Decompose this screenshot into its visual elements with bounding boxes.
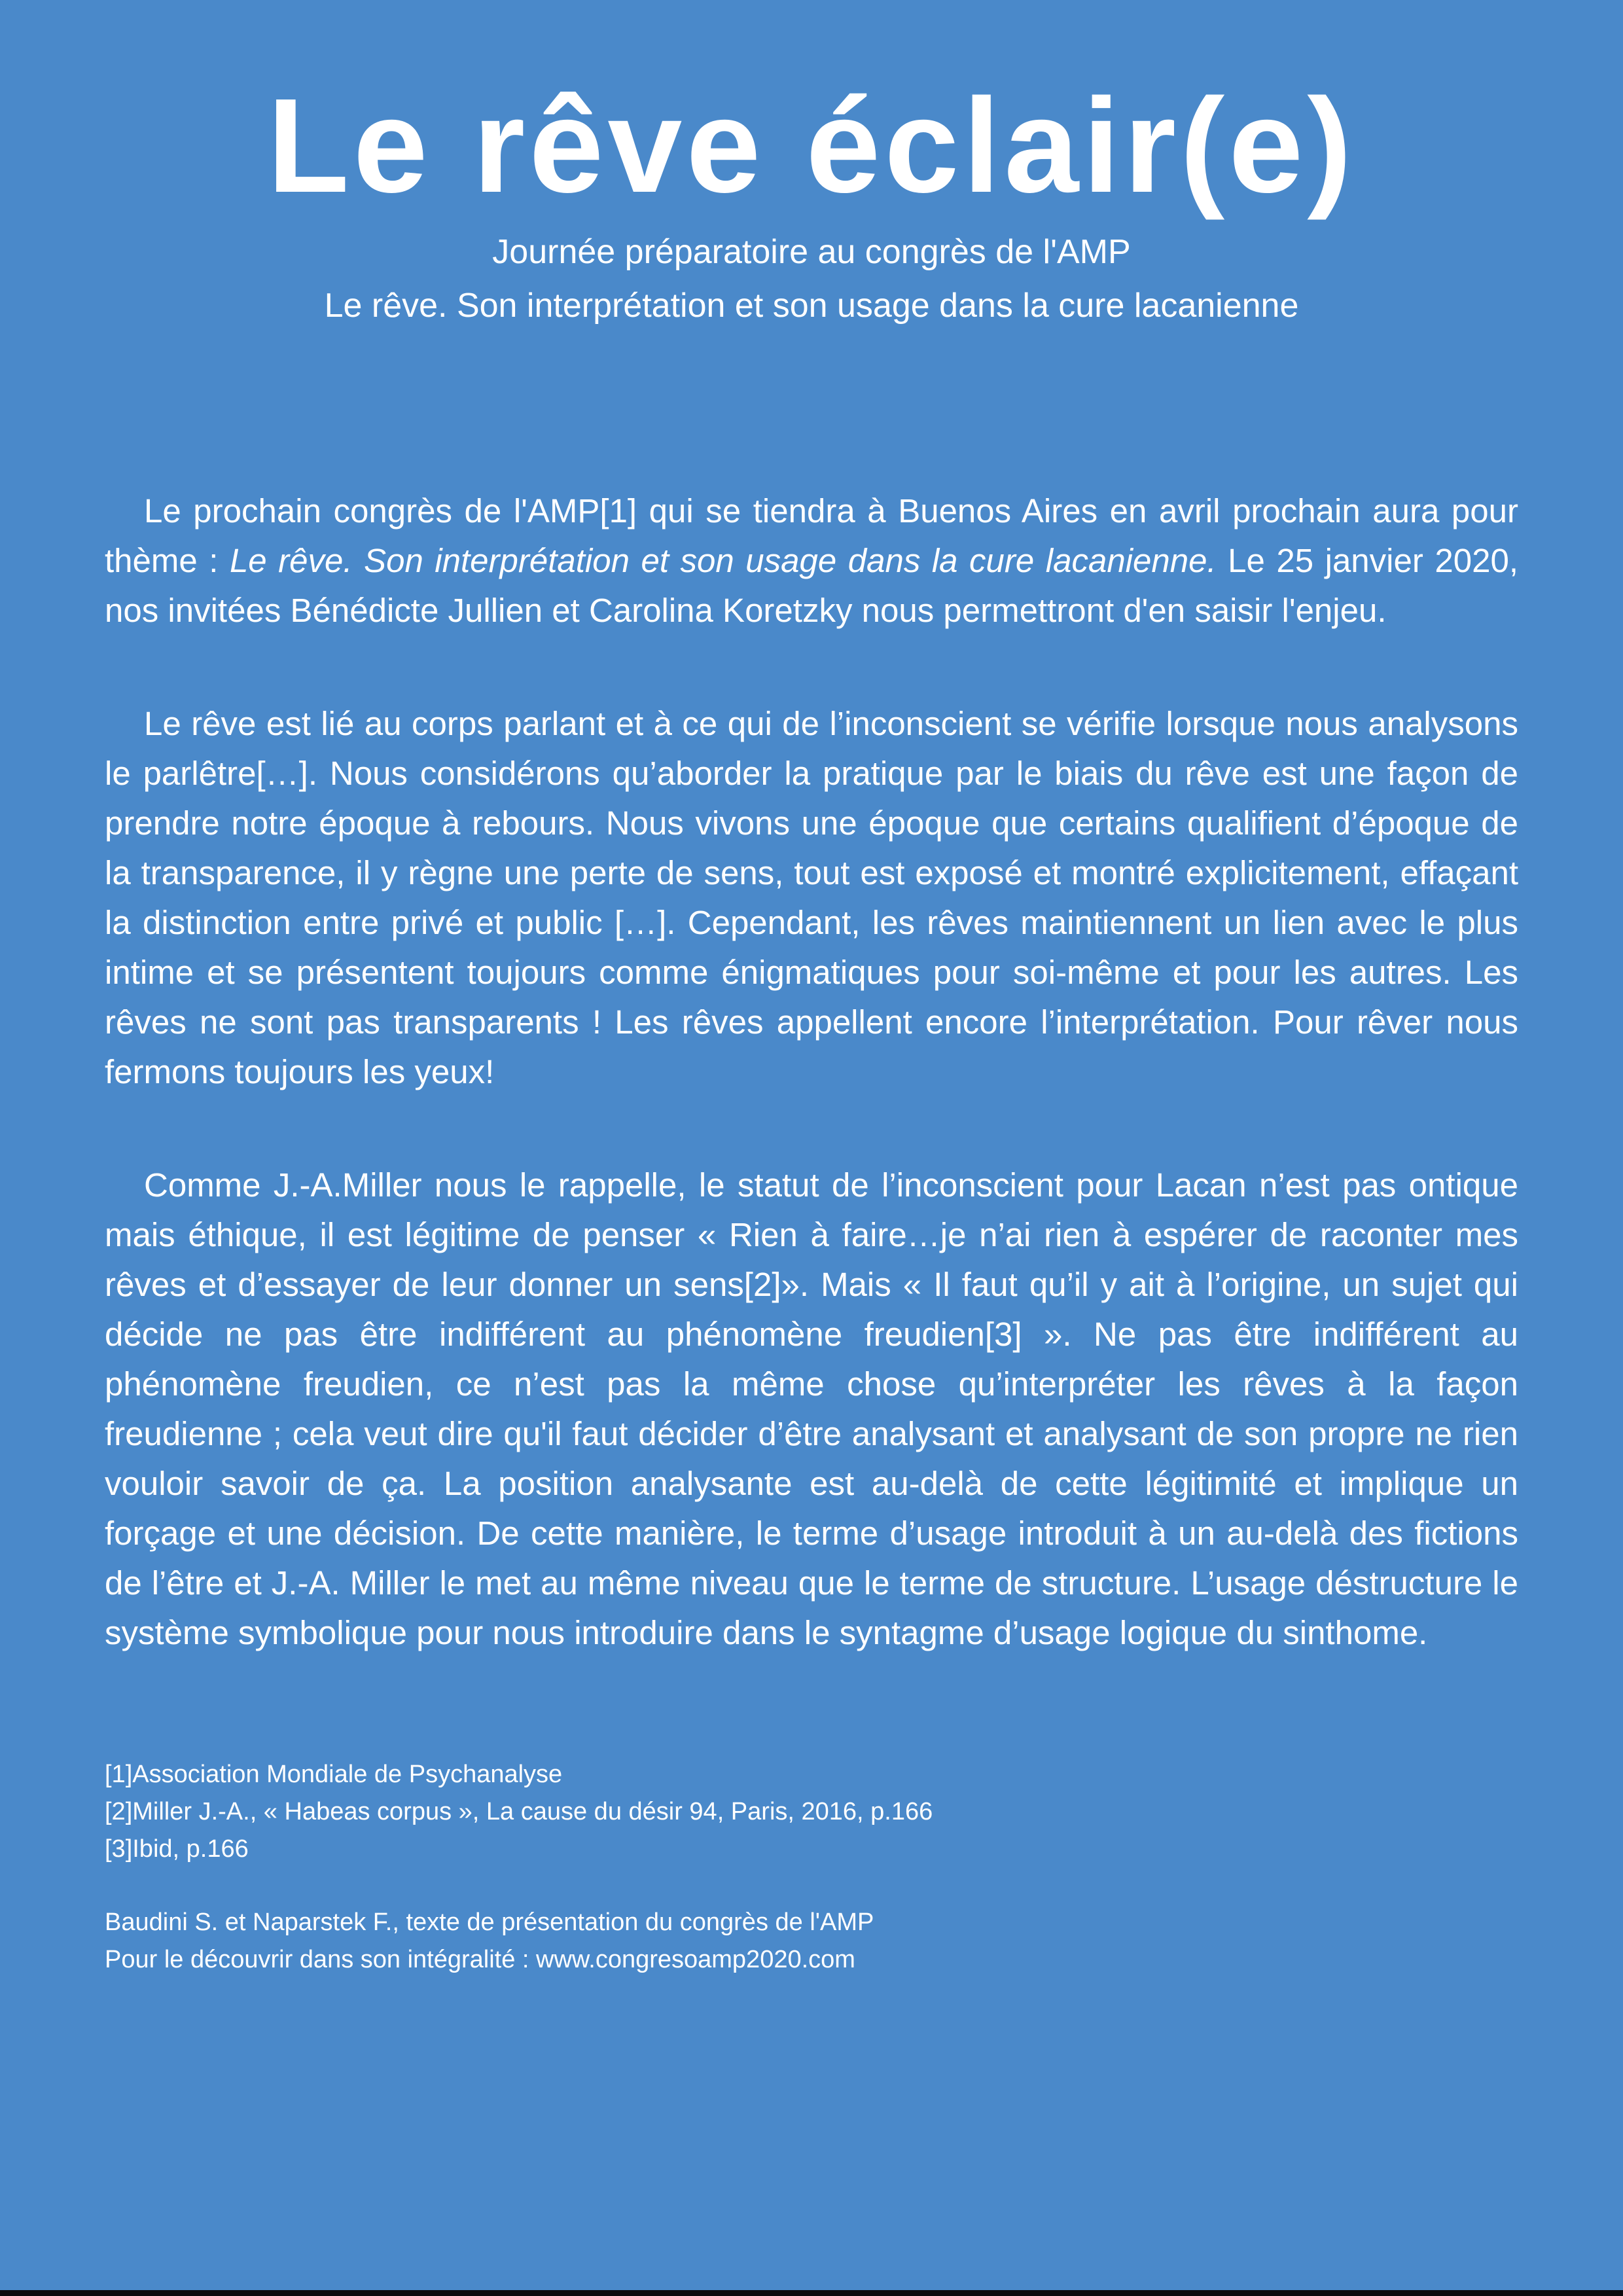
paragraph-2: Le rêve est lié au corps parlant et à ce qui de l’inconscient se vérifie lorsque nous analysons le parlêtre[…]. Nous considérons qu’aborder la pratique par le biais du rêve est une façon de prendre notre époque à rebours. Nous vivons une époque que certains qualifient d’époque de la transparence, il y règne une perte de sens, tout est exposé et montré explicitement, effaçant la distinction entre privé et public […]. Cependant, les rêves maintiennent un lien avec le plus intime et se présentent toujours comme énigmatiques pour soi-même et pour les autres. Les rêves ne sont pas transparents ! Les rêves appellent encore l’interprétation. Pour rêver nous fermons toujours les yeux! <box>105 704 1518 1090</box>
paragraph-1-post: Le 25 janvier 2020, nos invitées Bénédicte Jullien et Carolina Koretzky nous permettront d'en saisir l'enjeu. <box>105 541 1518 629</box>
credit-line-authors: Baudini S. et Naparstek F., texte de présentation du congrès de l'AMP <box>105 1908 874 1936</box>
paragraph-3: Comme J.-A.Miller nous le rappelle, le statut de l’inconscient pour Lacan n’est pas ontique mais éthique, il est légitime de penser « Rien à faire…je n’ai rien à espérer de raconter mes rêves et d’essayer de leur donner un sens[2]». Mais « Il faut qu’il y ait à l’origine, un sujet qui décide ne pas être indifférent au phénomène freudien[3] ». Ne pas être indifférent au phénomène freudien, ce n’est pas la même chose qu’interpréter les rêves à la façon freudienne ; cela veut dire qu'il faut décider d’être analysant et analysant de son propre ne rien vouloir savoir de ça. La position analysante est au-delà de cette légitimité et implique un forçage et une décision. De cette manière, le terme d’usage introduit à un au-delà des fictions de l’être et J.-A. Miller le met au même niveau que le terme de structure. L’usage déstructure le système symbolique pour nous introduire dans le syntagme d’usage logique du sinthome. <box>105 1166 1518 1651</box>
paragraph-1-italic-theme: Le rêve. Son interprétation et son usage dans la cure lacanienne. <box>229 541 1217 579</box>
subtitle-line-2: Le rêve. Son interprétation et son usage dans la cure lacanienne <box>324 286 1299 325</box>
footnotes-block <box>105 1756 1518 1868</box>
subtitle-line-1: Journée préparatoire au congrès de l'AMP <box>492 232 1131 271</box>
page-title: Le rêve éclair(e) <box>267 71 1356 221</box>
paragraph-1-pre: Le prochain congrès de l'AMP[1] qui se tiendra à Buenos Aires en avril prochain aura pour thème : <box>105 492 1518 579</box>
footnote-3: [3]Ibid, p.166 <box>105 1835 249 1863</box>
footnote-1: [1]Association Mondiale de Psychanalyse <box>105 1760 563 1788</box>
credits-block <box>105 1904 1518 1979</box>
paragraph-1 <box>105 486 1518 636</box>
body-text <box>105 486 1518 1658</box>
credit-line-website: Pour le découvrir dans son intégralité : www.congresoamp2020.com <box>105 1945 855 1973</box>
bottom-edge-bar <box>0 2290 1623 2296</box>
footnote-2: [2]Miller J.-A., « Habeas corpus », La cause du désir 94, Paris, 2016, p.166 <box>105 1797 933 1825</box>
flyer-footer <box>105 1756 1518 1979</box>
flyer-header <box>0 0 1623 332</box>
